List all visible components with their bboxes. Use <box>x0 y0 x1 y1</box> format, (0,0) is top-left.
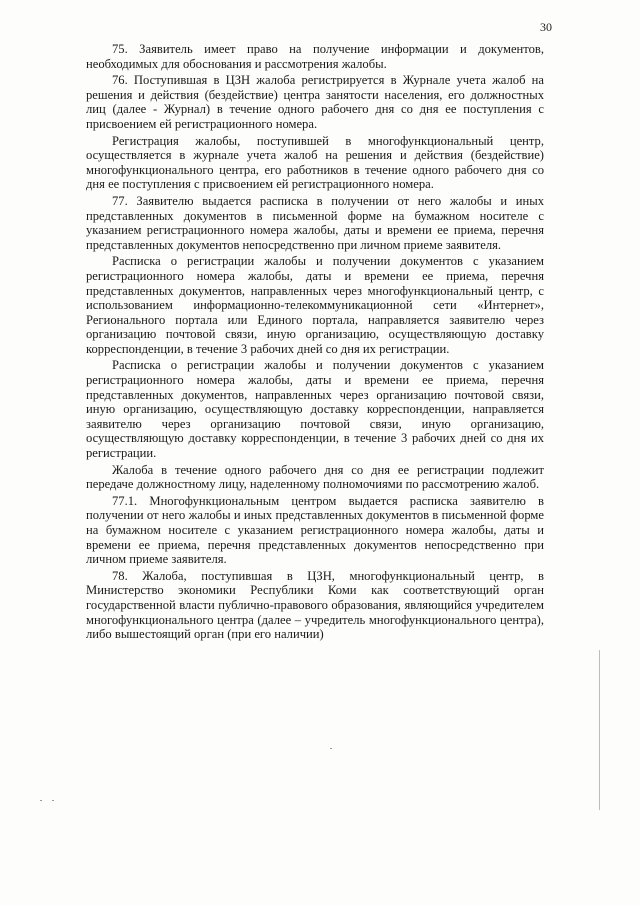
paragraph-77-receipt-postal: Расписка о регистрации жалобы и получении документов с указанием регистрационного номера жалобы, даты и времени ее приема, перечня представленных документов, направленных через организацию почтовой связи, иную организацию, осуществляющую доставку корреспонденции, направляется заявителю через организацию почтовой связи, иную организацию, осуществляющую доставку корреспонденции, в течение 3 рабочих дней со дня их регистрации. <box>86 358 544 461</box>
paragraph-77-receipt-online: Расписка о регистрации жалобы и получении документов с указанием регистрационного номера жалобы, даты и времени ее приема, перечня представленных документов, направленных через многофункциональный центр, с использованием информационно-телекоммуникационной сети «Интернет», Регионального портала или Единого портала, направляется заявителю через организацию почтовой связи, иную организацию, осуществляющую доставку корреспонденции, в течение 3 рабочих дней со дня их регистрации. <box>86 254 544 356</box>
paragraph-77-1: 77.1. Многофункциональным центром выдается расписка заявителю в получении от него жалобы и иных представленных документов в письменной форме на бумажном носителе с указанием регистрационного номера жалобы, даты и времени ее приема, перечня представленных документов непосредственно при личном приеме заявителя. <box>86 493 544 567</box>
paragraph-78: 78. Жалоба, поступившая в ЦЗН, многофункциональный центр, в Министерство экономики Республики Коми как соответствующий орган государственной власти публично-правового образования, являющийся учредителем многофункционального центра (далее – учредитель многофункционального центра), либо вышестоящий орган (при его наличии) <box>86 568 544 642</box>
paragraph-76-mfc-registration: Регистрация жалобы, поступившей в многофункциональный центр, осуществляется в журнале учета жалоб на решения и действия (бездействие) многофункционального центра, его работников в течение одного рабочего дня со дня ее поступления с присвоением ей регистрационного номера. <box>86 133 544 192</box>
page-number: 30 <box>540 20 552 34</box>
paragraph-77-transfer: Жалоба в течение одного рабочего дня со дня ее регистрации подлежит передаче должностному лицу, наделенному полномочиями по рассмотрению жалоб. <box>86 462 544 492</box>
scan-edge-line <box>599 650 600 810</box>
paragraph-76: 76. Поступившая в ЦЗН жалоба регистрируется в Журнале учета жалоб на решения и действия (бездействие) центра занятости населения, его должностных лиц (далее - Журнал) в течение одного рабочего дня со дня ее поступления с присвоением ей регистрационного номера. <box>86 73 544 131</box>
document-body <box>86 42 544 644</box>
paragraph-75: 75. Заявитель имеет право на получение информации и документов, необходимых для обоснования и рассмотрения жалобы. <box>86 42 544 71</box>
scan-speck <box>52 800 54 801</box>
paragraph-77: 77. Заявителю выдается расписка в получении от него жалобы и иных представленных документов в письменной форме на бумажном носителе с указанием регистрационного номера жалобы, даты и времени ее приема, перечня представленных документов непосредственно при личном приеме заявителя. <box>86 193 544 252</box>
scan-speck <box>330 748 332 749</box>
scan-speck <box>40 800 42 801</box>
